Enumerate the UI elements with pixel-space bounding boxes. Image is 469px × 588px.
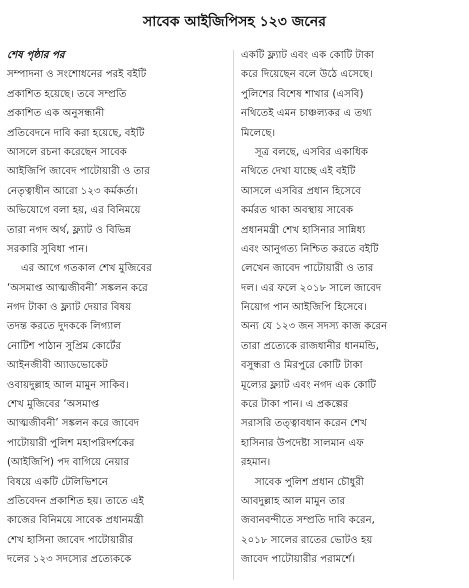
article-line: দল। এর ফলে ২০১৮ সালে জাবেদ bbox=[241, 282, 382, 294]
article-column-right bbox=[241, 46, 463, 570]
article-line: সম্পাদনা ও সংশোধনের পরই বইটি bbox=[7, 69, 147, 81]
article-line: নগদ টাকা ও ফ্ল্যাট দেয়ার বিষয় bbox=[7, 302, 132, 314]
article-line: নোটিশ পাঠান সুপ্রিম কোর্টের bbox=[7, 340, 122, 352]
article-line: নথিতে দেখা যাচ্ছে এই বইটি bbox=[241, 166, 356, 178]
article-line: আবদুল্লাহ আল মামুন তার bbox=[241, 495, 346, 507]
article-line: করে টাকা পান। এ প্রকল্পের bbox=[241, 399, 349, 411]
article-line: জাবেদ পাটোয়ারীর পরামর্শে। bbox=[241, 554, 356, 566]
article-line: আসলে এসবির প্রধান হিসেবে bbox=[241, 185, 361, 197]
continued-from-label: শেষ পৃষ্ঠার পর bbox=[7, 50, 65, 61]
article-line: তদন্ত করতে দুদককে লিগ্যাল bbox=[7, 321, 121, 333]
article-line: শেখ হাসিনা জাবেদ পাটোয়ারীর bbox=[7, 534, 134, 546]
article-line: অন্য যে ১২৩ জন সদস্য কাজ করেন bbox=[241, 321, 388, 333]
article-line: (আইজিপি) পদ বাগিয়ে নেয়ার bbox=[7, 457, 130, 469]
article-line: ওবায়দুল্লাহ আল মামুন সাকিব। bbox=[7, 379, 129, 391]
article-line: নথিতেই এমন চাঞ্চল্যকর এ তথ্য bbox=[241, 108, 372, 120]
article-line: প্রকাশিত হয়েছে। তবে সম্প্রতি bbox=[7, 88, 127, 100]
article-line: সাবেক পুলিশ প্রধান চৌধুরী bbox=[255, 476, 364, 488]
article-line: প্রতিবেদনে দাবি করা হয়েছে, বইটি bbox=[7, 127, 145, 139]
article-line: নেতৃত্বাধীন আরো ১২৩ কর্মকর্তা। bbox=[7, 185, 139, 197]
article-line: বিষয়ে একটি টেলিভিশনে bbox=[7, 476, 109, 488]
article-line: এবং আনুগত্য নিশ্চিত করতে বইটি bbox=[241, 243, 379, 255]
article-line: তারা নগদ অর্থ, ফ্ল্যাট ও বিভিন্ন bbox=[7, 224, 131, 236]
article-line: এর আগে গতকাল শেখ মুজিবের bbox=[21, 263, 152, 275]
article-line: সূত্র বলছে, এসবির একাধিক bbox=[255, 146, 368, 158]
article-line: প্রধানমন্ত্রী শেখ হাসিনার সান্নিধ্য bbox=[241, 224, 366, 236]
article-line: সরকারি সুবিধা পান। bbox=[7, 243, 88, 255]
article-line: প্রকাশিত এক অনুসন্ধানী bbox=[7, 108, 105, 120]
article-line: আসলে রচনা করেছেন সাবেক bbox=[7, 146, 127, 158]
article-column-left bbox=[7, 46, 229, 570]
column-divider bbox=[233, 50, 234, 580]
article-line: লেখেন জাবেদ পাটোয়ারী ও তার bbox=[241, 263, 374, 275]
article-line: নিয়োগ পান আইজিপি হিসেবে। bbox=[241, 302, 367, 314]
article-line: তারা প্রত্যেকে রাজধানীর ধানমন্ডি, bbox=[241, 340, 380, 352]
article-line: আইজিপি জাবেদ পাটোয়ারী ও তার bbox=[7, 166, 150, 178]
article-line: পাটোয়ারী পুলিশ মহাপরিদর্শকের bbox=[7, 437, 135, 449]
article-line: অভিযোগে বলা হয়, এর বিনিময়ে bbox=[7, 205, 141, 217]
article-line: শেখ মুজিবের ‘অসমাপ্ত bbox=[7, 399, 100, 411]
article-line: পুলিশের বিশেষ শাখার (এসবি) bbox=[241, 88, 364, 100]
article-line: কাজের বিনিময়ে সাবেক প্রধানমন্ত্রী bbox=[7, 515, 144, 527]
article-line: আত্মজীবনী’ সঙ্কলন করে জাবেদ bbox=[7, 418, 140, 430]
article-line: বসুন্ধরা ও মিরপুরে কোটি টাকা bbox=[241, 360, 363, 372]
article-line: হাসিনার উপদেষ্টা সালমান এফ bbox=[241, 437, 364, 449]
article-line: মূল্যের ফ্ল্যাট এবং নগদ এক কোটি bbox=[241, 379, 377, 391]
article-line: রহমান। bbox=[241, 457, 271, 469]
article-line: আইনজীবী অ্যাডভোকেট bbox=[7, 360, 108, 372]
headline: সাবেক আইজিপিসহ ১২৩ জনের bbox=[143, 14, 326, 30]
article-line: করে দিয়েছেন বলে উঠে এসেছে। bbox=[241, 69, 373, 81]
article-line: সরাসরি তত্ত্বাবধান করেন শেখ bbox=[241, 418, 367, 430]
article-line: জবানবন্দীতে সম্প্রতি দাবি করেন, bbox=[241, 515, 375, 527]
article-line: একটি ফ্ল্যাট এবং এক কোটি টাকা bbox=[241, 50, 374, 61]
article-line: ‘অসমাপ্ত আত্মজীবনী’ সঙ্কলন করে bbox=[7, 282, 148, 294]
article-line: মিলেছে। bbox=[241, 127, 276, 139]
article-line: ২০১৮ সালের রাতের ভোটও হয় bbox=[241, 534, 373, 546]
article-line: কর্মরত থাকা অবস্থায় সাবেক bbox=[241, 205, 354, 217]
article-line: প্রতিবেদন প্রকাশিত হয়। তাতে এই bbox=[7, 495, 144, 507]
article-line: দলের ১২৩ সদস্যের প্রত্যেককে bbox=[7, 554, 132, 566]
